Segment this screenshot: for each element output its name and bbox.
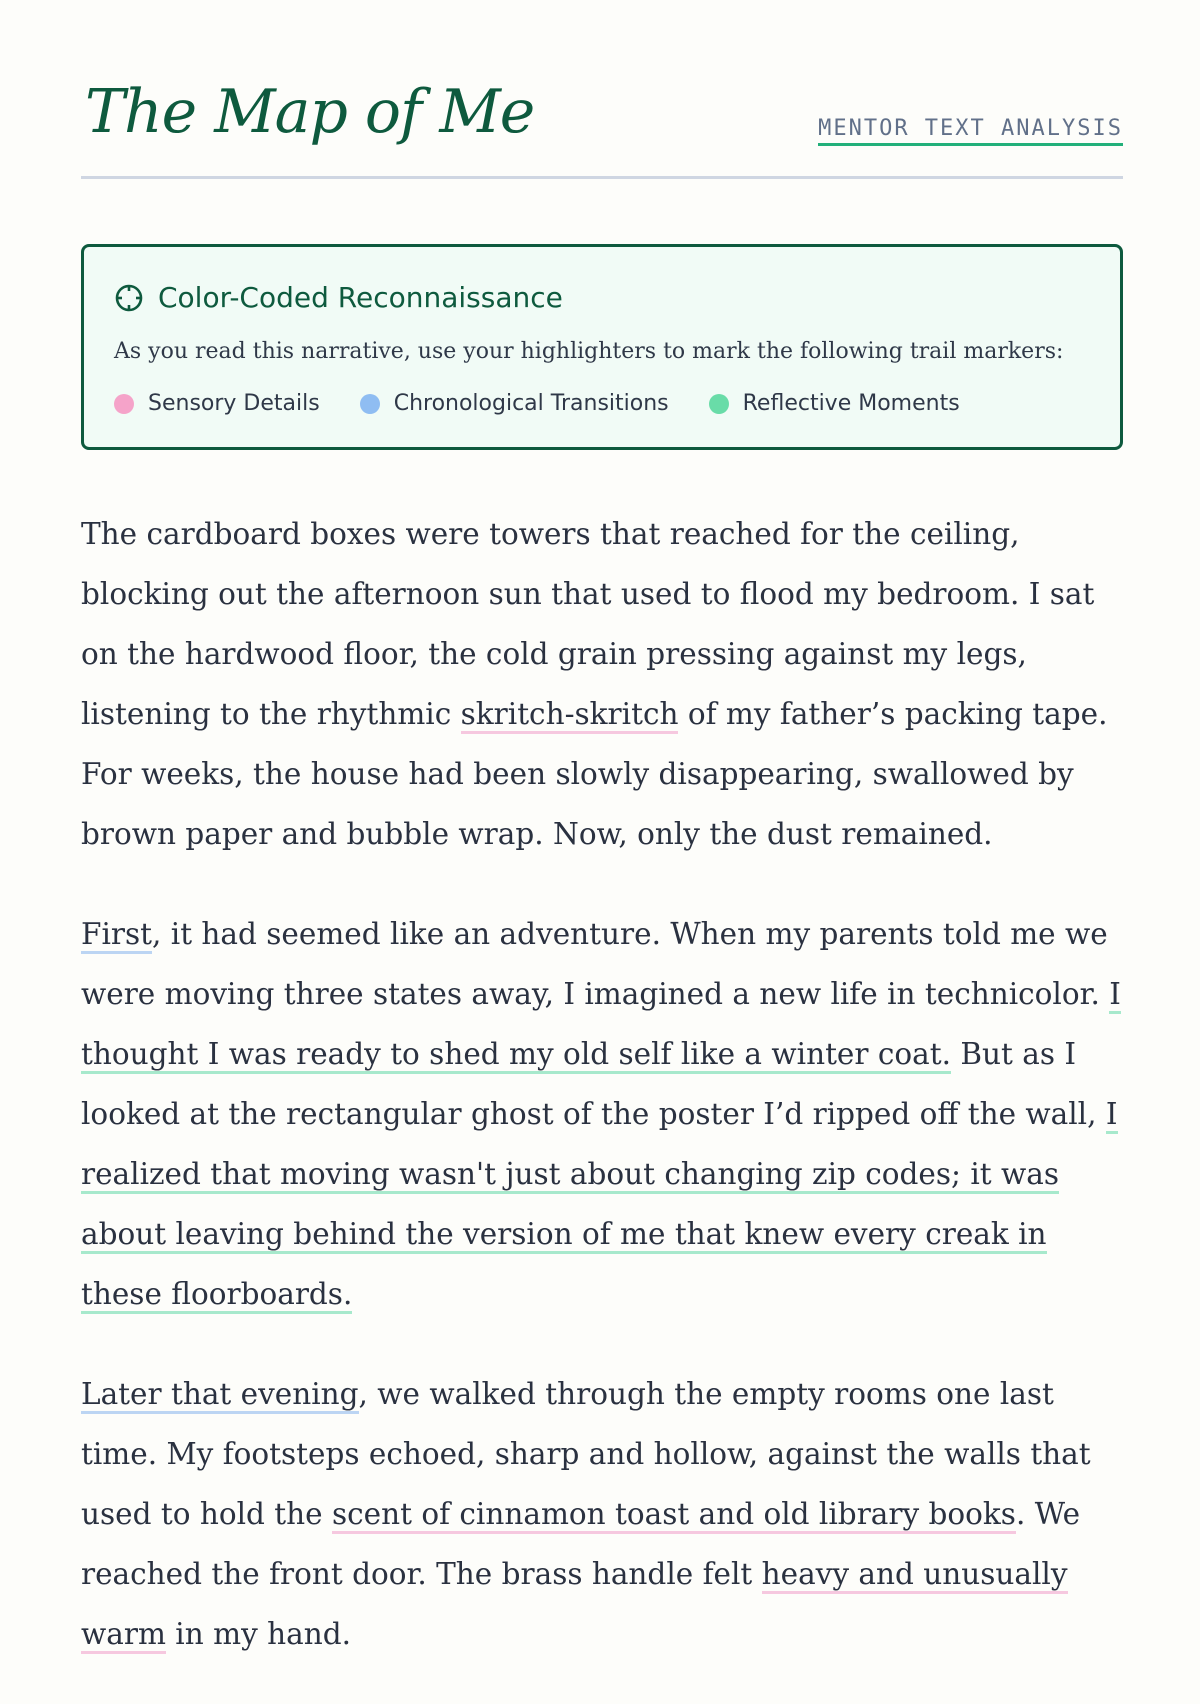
text-run: , we walked through the empty rooms one last time. My footsteps echoed, sharp and hollow, against the walls that used to hold the <box>81 1377 1091 1531</box>
text-run: But as I looked at the rectangular ghost of the poster I’d ripped off the wall, <box>81 1037 1106 1131</box>
text-run: The cardboard boxes were towers that reached for the ceiling, blocking out the afternoon sun that used to flood my bedroom. I sat on the hardwood floor, the cold grain pressing against my legs, listening to the rhythmic <box>81 517 1095 731</box>
narrative-paragraph-2 <box>81 904 1131 1324</box>
sensory-dot-icon <box>114 394 134 414</box>
instructions-box <box>81 244 1123 450</box>
page-header <box>81 0 1123 179</box>
text-run: in my hand. <box>165 1617 351 1651</box>
chronological-highlight: Later that evening <box>81 1377 359 1414</box>
legend-label: Chronological Transitions <box>393 391 669 416</box>
narrative-paragraph-1 <box>81 504 1131 864</box>
page <box>81 0 1123 1651</box>
legend-label: Reflective Moments <box>742 391 960 416</box>
sensory-highlight: skritch-skritch <box>461 697 679 734</box>
reflective-highlight: I thought I was ready to shed my old self like a winter coat. <box>81 977 1121 1074</box>
legend-label: Sensory Details <box>148 391 320 416</box>
chronological-dot-icon <box>360 394 380 414</box>
text-run: . We reached the front door. The brass handle felt <box>81 1497 1081 1591</box>
narrative-paragraph-3 <box>81 1364 1131 1664</box>
narrative-body <box>81 504 1131 1704</box>
instructions-description: As you read this narrative, use your highlighters to mark the following trail markers: <box>114 339 1064 364</box>
text-run: of my father’s packing tape. For weeks, the house had been slowly disappearing, swallowed by brown paper and bubble wrap. Now, only the dust remained. <box>81 697 1108 851</box>
legend-item-reflective <box>709 391 960 416</box>
page-subtitle: MENTOR TEXT ANALYSIS <box>818 116 1123 146</box>
instructions-heading <box>114 281 563 314</box>
reflective-highlight: I realized that moving wasn't just about changing zip codes; it was about leaving behind the version of me that knew every creak in these floorboards. <box>81 1097 1118 1314</box>
instructions-title: Color-Coded Reconnaissance <box>158 281 563 314</box>
sensory-highlight: scent of cinnamon toast and old library books <box>332 1497 1016 1534</box>
text-run: , it had seemed like an adventure. When my parents told me we were moving three states away, I imagined a new life in technicolor. <box>81 917 1110 1011</box>
legend-item-chronological <box>360 391 669 416</box>
highlight-legend <box>114 391 1000 416</box>
sensory-highlight: heavy and unusually warm <box>81 1557 1068 1654</box>
page-title: The Map of Me <box>85 77 535 147</box>
chronological-highlight: First <box>81 917 152 954</box>
crosshair-icon <box>114 283 144 313</box>
reflective-dot-icon <box>709 394 729 414</box>
legend-item-sensory <box>114 391 320 416</box>
